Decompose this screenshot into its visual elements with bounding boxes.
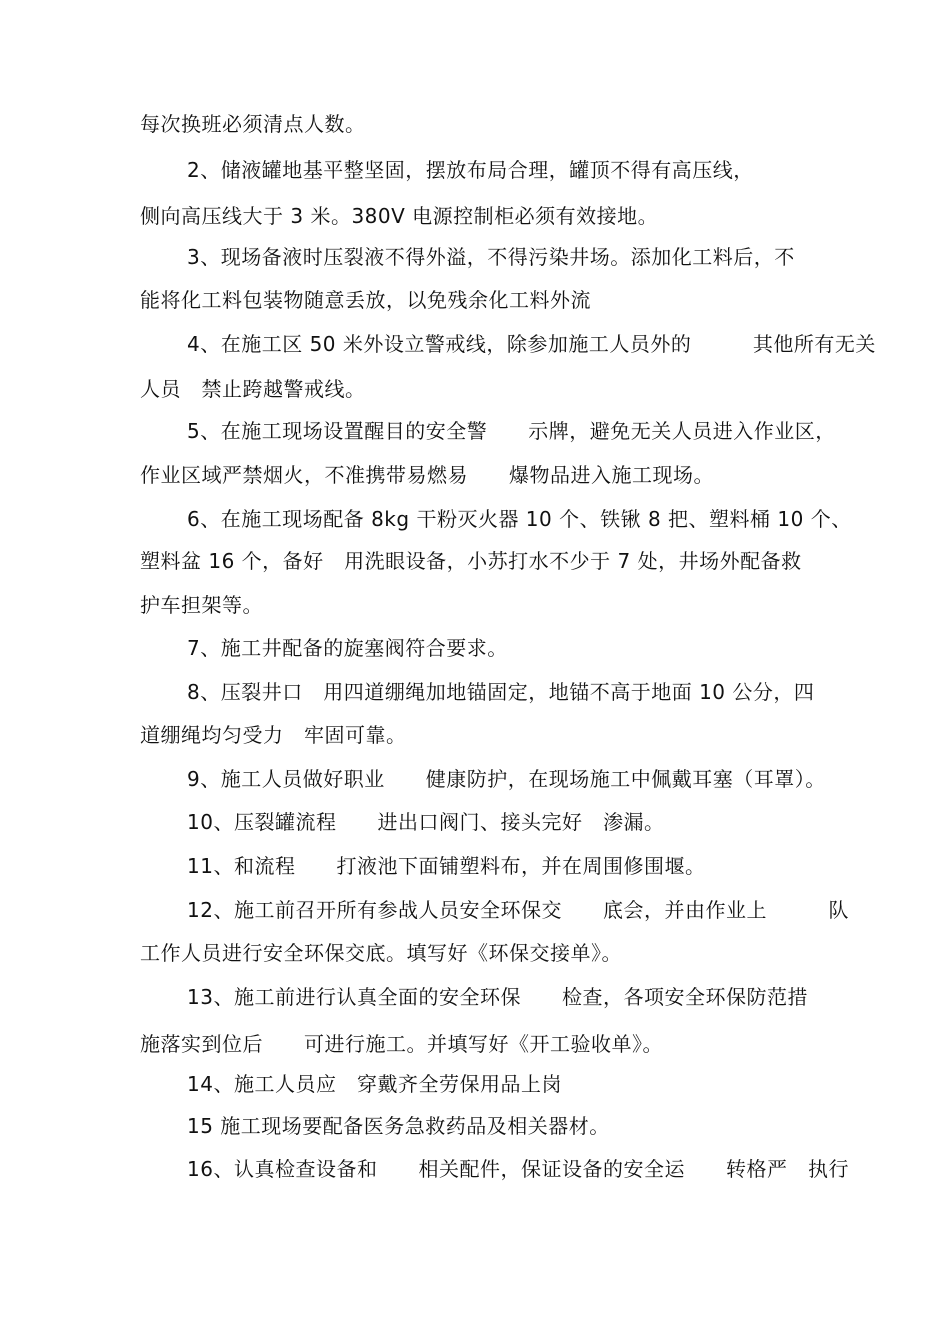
text-line: 道绷绳均匀受力 牢固可靠。 <box>140 723 407 747</box>
text-line: 14、施工人员应 穿戴齐全劳保用品上岗 <box>187 1072 562 1096</box>
text-line: 5、在施工现场设置醒目的安全警 示牌，避免无关人员进入作业区， <box>187 419 836 443</box>
text-line: 能将化工料包装物随意丢放，以免残余化工料外流 <box>140 288 591 312</box>
text-line: 工作人员进行安全环保交底。填写好《环保交接单》。 <box>140 941 622 965</box>
text-line: 6、在施工现场配备 8kg 干粉灭火器 10 个、铁锹 8 把、塑料桶 10 个、 <box>187 507 852 531</box>
text-line: 15 施工现场要配备医务急救药品及相关器材。 <box>187 1114 610 1138</box>
text-line: 8、压裂井口 用四道绷绳加地锚固定，地锚不高于地面 10 公分，四 <box>187 680 815 704</box>
text-line: 侧向高压线大于 3 米。380V 电源控制柜必须有效接地。 <box>140 204 659 228</box>
text-line: 16、认真检查设备和 相关配件，保证设备的安全运 转格严 执行 <box>187 1157 849 1181</box>
text-line: 4、在施工区 50 米外设立警戒线，除参加施工人员外的 其他所有无关 <box>187 332 876 356</box>
text-line: 12、施工前召开所有参战人员安全环保交 底会，并由作业上 队 <box>187 898 849 922</box>
text-line: 每次换班必须清点人数。 <box>140 112 366 136</box>
text-line: 作业区域严禁烟火，不准携带易燃易 爆物品进入施工现场。 <box>140 463 714 487</box>
text-line: 11、和流程 打液池下面铺塑料布，并在周围修围堰。 <box>187 854 706 878</box>
text-line: 13、施工前进行认真全面的安全环保 检查，各项安全环保防范措 <box>187 985 808 1009</box>
text-line: 3、现场备液时压裂液不得外溢，不得污染井场。添加化工料后，不 <box>187 245 795 269</box>
text-line: 10、压裂罐流程 进出口阀门、接头完好 渗漏。 <box>187 810 665 834</box>
text-line: 9、施工人员做好职业 健康防护，在现场施工中佩戴耳塞（耳罩）。 <box>187 767 826 791</box>
text-line: 人员 禁止跨越警戒线。 <box>140 377 366 401</box>
text-line: 护车担架等。 <box>140 593 263 617</box>
text-line: 塑料盆 16 个，备好 用洗眼设备，小苏打水不少于 7 处，井场外配备救 <box>140 549 802 573</box>
text-line: 2、储液罐地基平整坚固，摆放布局合理，罐顶不得有高压线， <box>187 158 754 182</box>
text-line: 施落实到位后 可进行施工。并填写好《开工验收单》。 <box>140 1032 663 1056</box>
text-line: 7、施工井配备的旋塞阀符合要求。 <box>187 636 508 660</box>
